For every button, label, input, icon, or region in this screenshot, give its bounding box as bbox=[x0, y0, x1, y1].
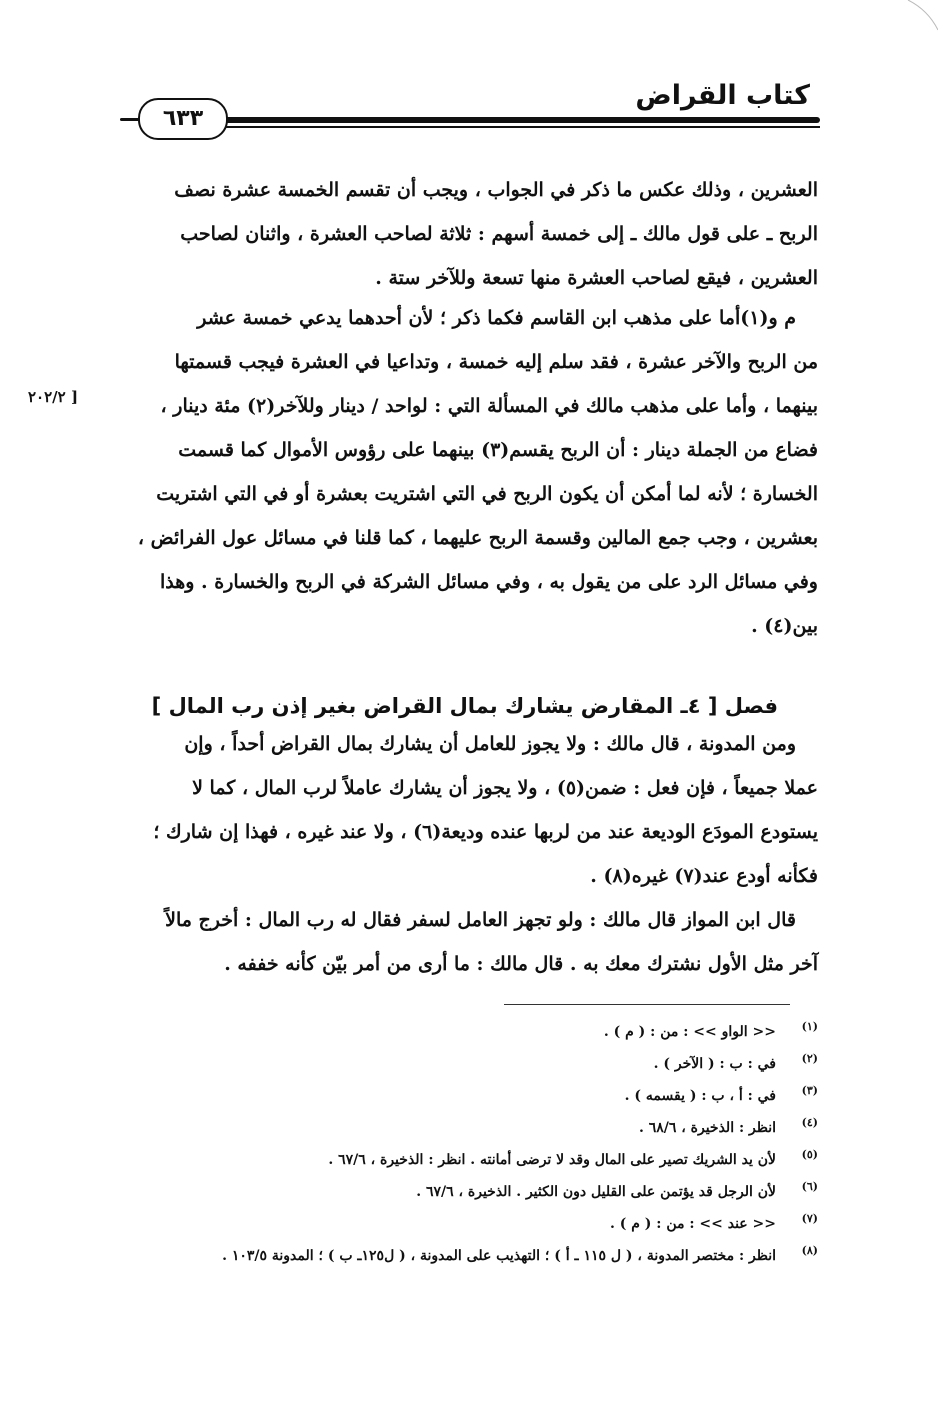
section-heading: فصل [ ٤ـ المقارض يشارك بمال القراض بغير إذن رب المال ] bbox=[151, 694, 778, 718]
paragraph-1 bbox=[118, 168, 818, 300]
footnote bbox=[118, 1080, 818, 1112]
footnote bbox=[118, 1144, 818, 1176]
footnote-text: لأن الرجل قد يؤتمن على القليل دون الكثير . الذخيرة ، ٦٧/٦ . bbox=[416, 1184, 776, 1200]
text-line: يستودع المودَع الوديعة عند من لربها عنده وديعة(٦) ، ولا عند غيره ، فهذا إن شارك ؛ bbox=[153, 821, 818, 843]
text-line: بينهما ، وأما على مذهب مالك في المسألة التي : لواحد / دينار وللآخر(٢) مئة دينار ، bbox=[160, 395, 818, 417]
text-line: عملا جميعاً ، فإن فعل : ضمن(٥) ، ولا يجوز أن يشارك عاملاً لرب المال ، كما لا bbox=[192, 777, 818, 799]
footnote bbox=[118, 1048, 818, 1080]
margin-reference: [ ٢٠٢/٢ bbox=[28, 388, 79, 406]
footnote-text: في : أ ، ب : ( يقسمه ) . bbox=[624, 1088, 776, 1104]
paragraph-3 bbox=[118, 722, 818, 898]
footnote-number: (٥) bbox=[801, 1148, 818, 1161]
text-line: من الربح والآخر عشرة ، فقد سلم إليه خمسة ، وتداعيا في العشرة فيجب قسمتها bbox=[174, 351, 818, 373]
text-line: الخسارة ؛ لأنه لما أمكن أن يكون الربح في التي اشتريت بعشرة أو في التي اشتريت bbox=[156, 483, 818, 505]
paragraph-2 bbox=[118, 296, 818, 648]
text-line: آخر مثل الأول نشترك معك به . قال مالك : ما أرى من أمر بيّن كأنه خففه . bbox=[224, 953, 818, 975]
text-line: بين(٤) . bbox=[751, 615, 818, 637]
footnote bbox=[118, 1240, 818, 1272]
page-corner-curl bbox=[898, 0, 938, 40]
footnote-number: (١) bbox=[801, 1020, 818, 1033]
footnote-number: (٨) bbox=[801, 1244, 818, 1257]
text-line: العشرين ، وذلك عكس ما ذكر في الجواب ، ويجب أن تقسم الخمسة عشرة نصف bbox=[174, 179, 818, 201]
footnote bbox=[118, 1176, 818, 1208]
footnotes bbox=[118, 1016, 818, 1272]
text-line: الربح ـ على قول مالك ـ إلى خمسة أسهم : ثلاثة لصاحب العشرة ، واثنان لصاحب bbox=[180, 223, 818, 245]
header-rule bbox=[214, 117, 820, 123]
text-line: فكأنه أودع عند(٧) غيره(٨) . bbox=[590, 865, 818, 887]
text-line: وفي مسائل الرد على من يقول به ، وفي مسائل الشركة في الربح والخسارة . وهذا bbox=[159, 571, 818, 593]
text-line: قال ابن المواز قال مالك : ولو تجهز العامل لسفر فقال له رب المال : أخرج مالاً bbox=[165, 909, 796, 931]
text-line: ومن المدونة ، قال مالك : ولا يجوز للعامل أن يشارك بمال القراض أحداً ، وإن bbox=[184, 733, 796, 755]
text-line: العشرين ، فيقع لصاحب العشرة منها تسعة وللآخر ستة . bbox=[375, 267, 818, 289]
header-rule-thin bbox=[214, 126, 820, 128]
footnote-number: (٦) bbox=[801, 1180, 818, 1193]
footnote-text: << عند >> : من : ( م ) . bbox=[610, 1216, 776, 1232]
footnote-number: (٧) bbox=[801, 1212, 818, 1225]
footnote-number: (٤) bbox=[801, 1116, 818, 1129]
footnote-text: << الواو >> : من : ( م ) . bbox=[603, 1024, 776, 1040]
footnote-number: (٢) bbox=[801, 1052, 818, 1065]
footnote bbox=[118, 1208, 818, 1240]
footnote bbox=[118, 1016, 818, 1048]
header-title: كتاب القراض bbox=[635, 80, 810, 111]
text-line: بعشرين ، وجب جمع المالين وقسمة الربح عليهما ، كما قلنا في مسائل عول الفرائض ، bbox=[137, 527, 818, 549]
footnote-text: انظر : الذخيرة ، ٦٨/٦ . bbox=[638, 1120, 776, 1136]
footnote-separator bbox=[504, 1004, 790, 1005]
footnote-number: (٣) bbox=[801, 1084, 818, 1097]
footnote-text: انظر : مختصر المدونة ، ( ل ١١٥ ـ أ ) ؛ التهذيب على المدونة ، ( ل١٢٥ـ ب ) ؛ المدونة ١٠٣/٥ . bbox=[222, 1248, 776, 1264]
text-line: فضاع من الجملة دينار : أن الربح يقسم(٣) بينهما على رؤوس الأموال كما قسمت bbox=[178, 439, 818, 461]
paragraph-4 bbox=[118, 898, 818, 986]
footnote-text: لأن يد الشريك تصير على المال وقد لا ترضى أمانته . انظر : الذخيرة ، ٦٧/٦ . bbox=[328, 1152, 776, 1168]
text-line: م و(١)أما على مذهب ابن القاسم فكما ذكر ؛ لأن أحدهما يدعي خمسة عشر bbox=[197, 307, 796, 329]
footnote-text: في : ب : ( الآخر ) . bbox=[653, 1056, 776, 1072]
page-number: ٦٣٣ bbox=[138, 98, 228, 140]
footnote bbox=[118, 1112, 818, 1144]
